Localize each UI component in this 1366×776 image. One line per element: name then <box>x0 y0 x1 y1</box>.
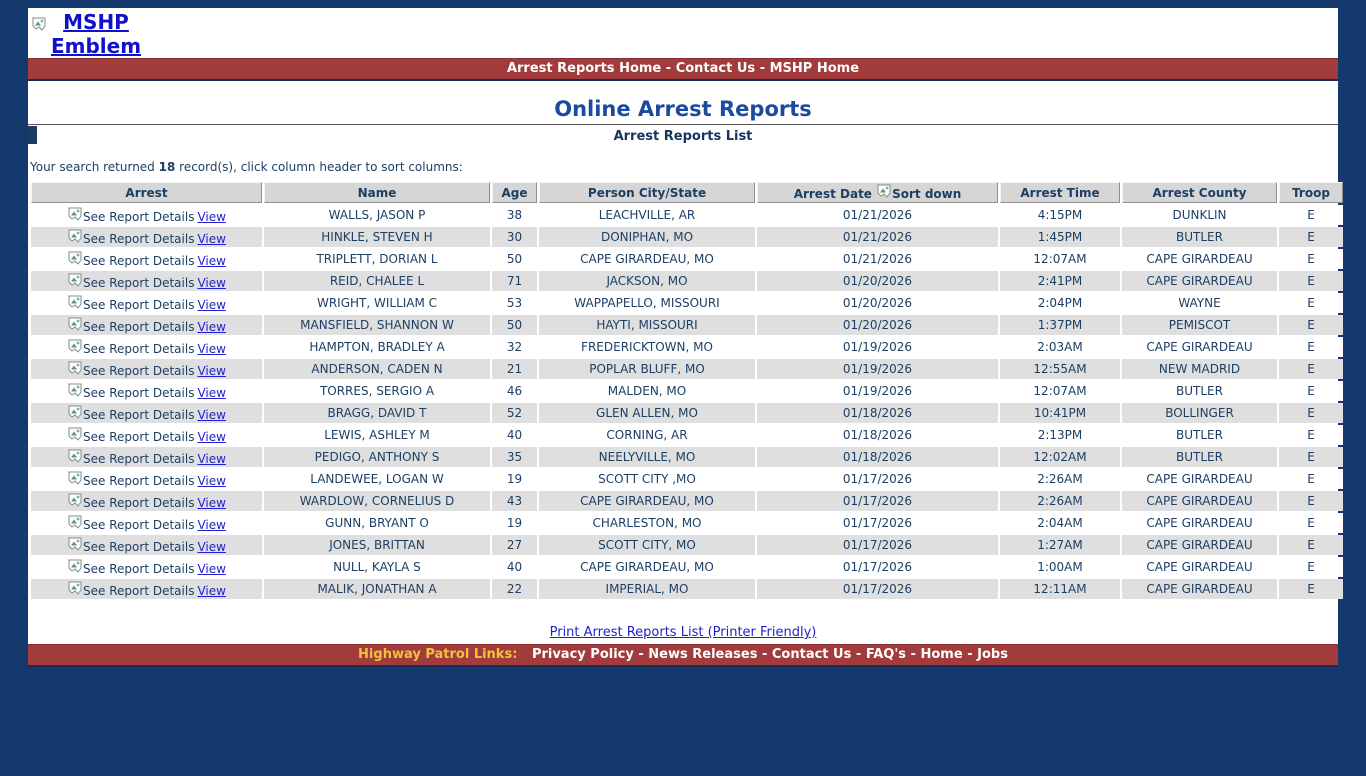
page-title: Online Arrest Reports <box>554 97 812 121</box>
name-cell: JONES, BRITTAN <box>264 535 490 555</box>
arrest-date-cell: 01/18/2026 <box>757 403 998 423</box>
table-row <box>31 579 1343 599</box>
age-cell: 71 <box>492 271 537 291</box>
mshp-emblem-link[interactable] <box>30 10 142 58</box>
footer-link-news-releases[interactable]: News Releases <box>648 647 758 662</box>
arrest-time-cell: 2:26AM <box>1000 469 1120 489</box>
age-cell: 52 <box>492 403 537 423</box>
troop-cell: E <box>1279 535 1343 555</box>
column-header-age[interactable]: Age <box>492 182 537 203</box>
troop-cell: E <box>1279 579 1343 599</box>
report-action-cell: See Report Details View <box>31 491 262 511</box>
print-report-link[interactable]: Print Arrest Reports List (Printer Friendly) <box>549 625 817 640</box>
age-cell: 46 <box>492 381 537 401</box>
results-summary <box>30 160 1338 174</box>
broken-image-icon <box>68 361 82 378</box>
report-action-cell: See Report Details View <box>31 579 262 599</box>
broken-image-icon <box>68 207 82 224</box>
age-cell: 40 <box>492 557 537 577</box>
arrest-date-cell: 01/19/2026 <box>757 381 998 401</box>
mshp-emblem-alt-text: MSHP Emblem <box>50 10 142 58</box>
table-row <box>31 403 1343 423</box>
view-report-link[interactable]: View <box>197 297 226 312</box>
column-header-arrest-county[interactable]: Arrest County <box>1122 182 1277 203</box>
table-row <box>31 469 1343 489</box>
name-cell: HINKLE, STEVEN H <box>264 227 490 247</box>
view-report-link[interactable]: View <box>197 451 226 466</box>
footer-link-home[interactable]: Home <box>920 647 963 662</box>
city-state-cell: HAYTI, MISSOURI <box>539 315 755 335</box>
age-cell: 27 <box>492 535 537 555</box>
troop-cell: E <box>1279 447 1343 467</box>
arrest-county-cell: BUTLER <box>1122 447 1277 467</box>
arrest-county-cell: CAPE GIRARDEAU <box>1122 557 1277 577</box>
age-cell: 35 <box>492 447 537 467</box>
name-cell: MANSFIELD, SHANNON W <box>264 315 490 335</box>
city-state-cell: MALDEN, MO <box>539 381 755 401</box>
arrest-date-cell: 01/17/2026 <box>757 513 998 533</box>
broken-image-icon <box>32 12 46 36</box>
report-action-cell: See Report Details View <box>31 425 262 445</box>
table-row <box>31 557 1343 577</box>
view-report-link[interactable]: View <box>197 539 226 554</box>
age-cell: 38 <box>492 205 537 225</box>
view-report-link[interactable]: View <box>197 319 226 334</box>
arrest-date-cell: 01/18/2026 <box>757 447 998 467</box>
view-report-link[interactable]: View <box>197 517 226 532</box>
masthead <box>28 8 1338 58</box>
table-row <box>31 337 1343 357</box>
age-cell: 50 <box>492 315 537 335</box>
name-cell: HAMPTON, BRADLEY A <box>264 337 490 357</box>
view-report-link[interactable]: View <box>197 275 226 290</box>
name-cell: MALIK, JONATHAN A <box>264 579 490 599</box>
arrest-time-cell: 1:45PM <box>1000 227 1120 247</box>
broken-image-icon <box>68 537 82 554</box>
arrest-time-cell: 12:07AM <box>1000 381 1120 401</box>
arrest-time-cell: 2:04PM <box>1000 293 1120 313</box>
troop-cell: E <box>1279 513 1343 533</box>
arrest-county-cell: BUTLER <box>1122 227 1277 247</box>
table-row <box>31 249 1343 269</box>
arrest-county-cell: CAPE GIRARDEAU <box>1122 337 1277 357</box>
footer-link-jobs[interactable]: Jobs <box>977 647 1008 662</box>
arrest-time-cell: 12:02AM <box>1000 447 1120 467</box>
arrest-county-cell: BOLLINGER <box>1122 403 1277 423</box>
table-row <box>31 271 1343 291</box>
troop-cell: E <box>1279 271 1343 291</box>
view-report-link[interactable]: View <box>197 363 226 378</box>
arrest-county-cell: NEW MADRID <box>1122 359 1277 379</box>
name-cell: TRIPLETT, DORIAN L <box>264 249 490 269</box>
broken-image-icon <box>68 251 82 268</box>
column-header-person-city-state[interactable]: Person City/State <box>539 182 755 203</box>
city-state-cell: CORNING, AR <box>539 425 755 445</box>
age-cell: 50 <box>492 249 537 269</box>
arrest-date-cell: 01/18/2026 <box>757 425 998 445</box>
page-container <box>28 8 1338 667</box>
city-state-cell: NEELYVILLE, MO <box>539 447 755 467</box>
city-state-cell: CHARLESTON, MO <box>539 513 755 533</box>
table-row <box>31 535 1343 555</box>
city-state-cell: SCOTT CITY ,MO <box>539 469 755 489</box>
city-state-cell: CAPE GIRARDEAU, MO <box>539 557 755 577</box>
table-row <box>31 315 1343 335</box>
age-cell: 32 <box>492 337 537 357</box>
troop-cell: E <box>1279 249 1343 269</box>
city-state-cell: LEACHVILLE, AR <box>539 205 755 225</box>
footer-link-privacy-policy[interactable]: Privacy Policy <box>531 647 634 662</box>
troop-cell: E <box>1279 381 1343 401</box>
broken-image-icon <box>68 427 82 444</box>
broken-image-icon <box>68 295 82 312</box>
broken-image-icon <box>68 449 82 466</box>
arrest-county-cell: CAPE GIRARDEAU <box>1122 535 1277 555</box>
age-cell: 53 <box>492 293 537 313</box>
arrest-county-cell: BUTLER <box>1122 381 1277 401</box>
table-body <box>31 205 1343 599</box>
arrest-date-cell: 01/21/2026 <box>757 205 998 225</box>
broken-image-icon <box>68 273 82 290</box>
table-row <box>31 425 1343 445</box>
arrest-time-cell: 12:55AM <box>1000 359 1120 379</box>
arrest-date-cell: 01/20/2026 <box>757 293 998 313</box>
age-cell: 43 <box>492 491 537 511</box>
top-nav-link-contact-us[interactable]: Contact Us <box>675 61 756 76</box>
view-report-link[interactable]: View <box>197 583 226 598</box>
main-content <box>28 81 1338 644</box>
arrest-date-cell: 01/21/2026 <box>757 227 998 247</box>
name-cell: WALLS, JASON P <box>264 205 490 225</box>
top-nav-bar <box>28 58 1338 81</box>
troop-cell: E <box>1279 359 1343 379</box>
footer-links-label: Highway Patrol Links: <box>358 647 518 662</box>
footer-links: Privacy Policy - News Releases - Contact Us - FAQ's - Home - Jobs <box>531 647 1008 662</box>
broken-image-icon <box>68 515 82 532</box>
table-row <box>31 359 1343 379</box>
results-summary-suffix: record(s), click column header to sort columns: <box>175 160 463 174</box>
footer-links-bar <box>28 644 1338 667</box>
view-report-link[interactable]: View <box>197 407 226 422</box>
footer-link-contact-us[interactable]: Contact Us <box>771 647 852 662</box>
report-action-cell: See Report Details View <box>31 447 262 467</box>
age-cell: 19 <box>492 469 537 489</box>
city-state-cell: POPLAR BLUFF, MO <box>539 359 755 379</box>
arrest-date-cell: 01/20/2026 <box>757 271 998 291</box>
name-cell: LANDEWEE, LOGAN W <box>264 469 490 489</box>
city-state-cell: JACKSON, MO <box>539 271 755 291</box>
arrest-county-cell: DUNKLIN <box>1122 205 1277 225</box>
city-state-cell: GLEN ALLEN, MO <box>539 403 755 423</box>
broken-image-icon <box>68 493 82 510</box>
name-cell: LEWIS, ASHLEY M <box>264 425 490 445</box>
table-row <box>31 381 1343 401</box>
report-action-cell: See Report Details View <box>31 381 262 401</box>
report-action-cell: See Report Details View <box>31 513 262 533</box>
arrest-time-cell: 1:00AM <box>1000 557 1120 577</box>
view-report-link[interactable]: View <box>197 561 226 576</box>
name-cell: ANDERSON, CADEN N <box>264 359 490 379</box>
results-summary-prefix: Your search returned <box>30 160 159 174</box>
table-row <box>31 227 1343 247</box>
report-action-cell: See Report Details View <box>31 535 262 555</box>
report-action-cell: See Report Details View <box>31 293 262 313</box>
broken-image-icon <box>68 339 82 356</box>
troop-cell: E <box>1279 293 1343 313</box>
report-action-cell: See Report Details View <box>31 469 262 489</box>
arrest-county-cell: CAPE GIRARDEAU <box>1122 249 1277 269</box>
broken-image-icon <box>68 229 82 246</box>
name-cell: WARDLOW, CORNELIUS D <box>264 491 490 511</box>
table-row <box>31 513 1343 533</box>
report-action-cell: See Report Details View <box>31 205 262 225</box>
view-report-link[interactable]: View <box>197 209 226 224</box>
print-link-wrap <box>28 621 1338 640</box>
list-subtitle: Arrest Reports List <box>613 129 753 144</box>
column-header-arrest[interactable]: Arrest <box>31 182 262 203</box>
broken-image-icon <box>68 471 82 488</box>
arrest-county-cell: CAPE GIRARDEAU <box>1122 469 1277 489</box>
city-state-cell: WAPPAPELLO, MISSOURI <box>539 293 755 313</box>
top-nav-links: Arrest Reports Home - Contact Us - MSHP Home <box>506 61 860 76</box>
city-state-cell: CAPE GIRARDEAU, MO <box>539 249 755 269</box>
broken-image-icon <box>68 405 82 422</box>
table-row <box>31 447 1343 467</box>
report-action-cell: See Report Details View <box>31 359 262 379</box>
city-state-cell: SCOTT CITY, MO <box>539 535 755 555</box>
arrest-reports-table <box>29 180 1345 601</box>
view-report-link[interactable]: View <box>197 253 226 268</box>
subtitle-marker <box>28 126 37 144</box>
sort-down-icon-alt-text: Sort down <box>892 187 962 201</box>
report-action-cell: See Report Details View <box>31 403 262 423</box>
view-report-link[interactable]: View <box>197 385 226 400</box>
arrest-county-cell: BUTLER <box>1122 425 1277 445</box>
footer-link-faq-s[interactable]: FAQ's <box>865 647 907 662</box>
name-cell: TORRES, SERGIO A <box>264 381 490 401</box>
report-action-cell: See Report Details View <box>31 271 262 291</box>
city-state-cell: FREDERICKTOWN, MO <box>539 337 755 357</box>
arrest-county-cell: PEMISCOT <box>1122 315 1277 335</box>
arrest-date-cell: 01/20/2026 <box>757 315 998 335</box>
arrest-county-cell: CAPE GIRARDEAU <box>1122 579 1277 599</box>
report-action-cell: See Report Details View <box>31 557 262 577</box>
troop-cell: E <box>1279 403 1343 423</box>
name-cell: NULL, KAYLA S <box>264 557 490 577</box>
arrest-time-cell: 2:04AM <box>1000 513 1120 533</box>
arrest-time-cell: 2:41PM <box>1000 271 1120 291</box>
troop-cell: E <box>1279 205 1343 225</box>
age-cell: 30 <box>492 227 537 247</box>
arrest-county-cell: CAPE GIRARDEAU <box>1122 271 1277 291</box>
table-row <box>31 491 1343 511</box>
name-cell: BRAGG, DAVID T <box>264 403 490 423</box>
arrest-date-cell: 01/17/2026 <box>757 491 998 511</box>
age-cell: 22 <box>492 579 537 599</box>
arrest-time-cell: 2:13PM <box>1000 425 1120 445</box>
column-header-name[interactable]: Name <box>264 182 490 203</box>
view-report-link[interactable]: View <box>197 473 226 488</box>
arrest-county-cell: CAPE GIRARDEAU <box>1122 513 1277 533</box>
report-action-cell: See Report Details View <box>31 227 262 247</box>
results-count: 18 <box>158 160 176 174</box>
arrest-time-cell: 10:41PM <box>1000 403 1120 423</box>
arrest-time-cell: 4:15PM <box>1000 205 1120 225</box>
broken-image-icon <box>877 184 891 201</box>
arrest-date-cell: 01/17/2026 <box>757 535 998 555</box>
troop-cell: E <box>1279 469 1343 489</box>
table-row <box>31 293 1343 313</box>
top-nav-link-mshp-home[interactable]: MSHP Home <box>769 61 860 76</box>
troop-cell: E <box>1279 315 1343 335</box>
arrest-time-cell: 1:37PM <box>1000 315 1120 335</box>
city-state-cell: CAPE GIRARDEAU, MO <box>539 491 755 511</box>
broken-image-icon <box>68 559 82 576</box>
city-state-cell: DONIPHAN, MO <box>539 227 755 247</box>
arrest-time-cell: 12:11AM <box>1000 579 1120 599</box>
arrest-date-cell: 01/19/2026 <box>757 359 998 379</box>
view-report-link[interactable]: View <box>197 341 226 356</box>
age-cell: 21 <box>492 359 537 379</box>
troop-cell: E <box>1279 337 1343 357</box>
name-cell: REID, CHALEE L <box>264 271 490 291</box>
subtitle-bar <box>28 124 1338 144</box>
view-report-link[interactable]: View <box>197 495 226 510</box>
arrest-time-cell: 2:03AM <box>1000 337 1120 357</box>
broken-image-icon <box>68 581 82 598</box>
report-action-cell: See Report Details View <box>31 249 262 269</box>
report-action-cell: See Report Details View <box>31 337 262 357</box>
arrest-county-cell: WAYNE <box>1122 293 1277 313</box>
age-cell: 19 <box>492 513 537 533</box>
troop-cell: E <box>1279 491 1343 511</box>
arrest-date-cell: 01/17/2026 <box>757 579 998 599</box>
arrest-time-cell: 2:26AM <box>1000 491 1120 511</box>
arrest-date-cell: 01/21/2026 <box>757 249 998 269</box>
name-cell: WRIGHT, WILLIAM C <box>264 293 490 313</box>
table-row <box>31 205 1343 225</box>
broken-image-icon <box>68 383 82 400</box>
view-report-link[interactable]: View <box>197 231 226 246</box>
name-cell: PEDIGO, ANTHONY S <box>264 447 490 467</box>
column-header-arrest-time[interactable]: Arrest Time <box>1000 182 1120 203</box>
arrest-time-cell: 1:27AM <box>1000 535 1120 555</box>
troop-cell: E <box>1279 227 1343 247</box>
arrest-county-cell: CAPE GIRARDEAU <box>1122 491 1277 511</box>
table-header-row <box>31 182 1343 203</box>
broken-image-icon <box>68 317 82 334</box>
troop-cell: E <box>1279 557 1343 577</box>
name-cell: GUNN, BRYANT O <box>264 513 490 533</box>
arrest-date-cell: 01/17/2026 <box>757 469 998 489</box>
arrest-time-cell: 12:07AM <box>1000 249 1120 269</box>
arrest-date-cell: 01/17/2026 <box>757 557 998 577</box>
top-nav-link-arrest-reports-home[interactable]: Arrest Reports Home <box>506 61 662 76</box>
age-cell: 40 <box>492 425 537 445</box>
report-action-cell: See Report Details View <box>31 315 262 335</box>
view-report-link[interactable]: View <box>197 429 226 444</box>
arrest-date-cell: 01/19/2026 <box>757 337 998 357</box>
column-header-troop[interactable]: Troop <box>1279 182 1343 203</box>
city-state-cell: IMPERIAL, MO <box>539 579 755 599</box>
troop-cell: E <box>1279 425 1343 445</box>
column-header-arrest-date[interactable]: Arrest Date Sort down <box>757 182 998 203</box>
